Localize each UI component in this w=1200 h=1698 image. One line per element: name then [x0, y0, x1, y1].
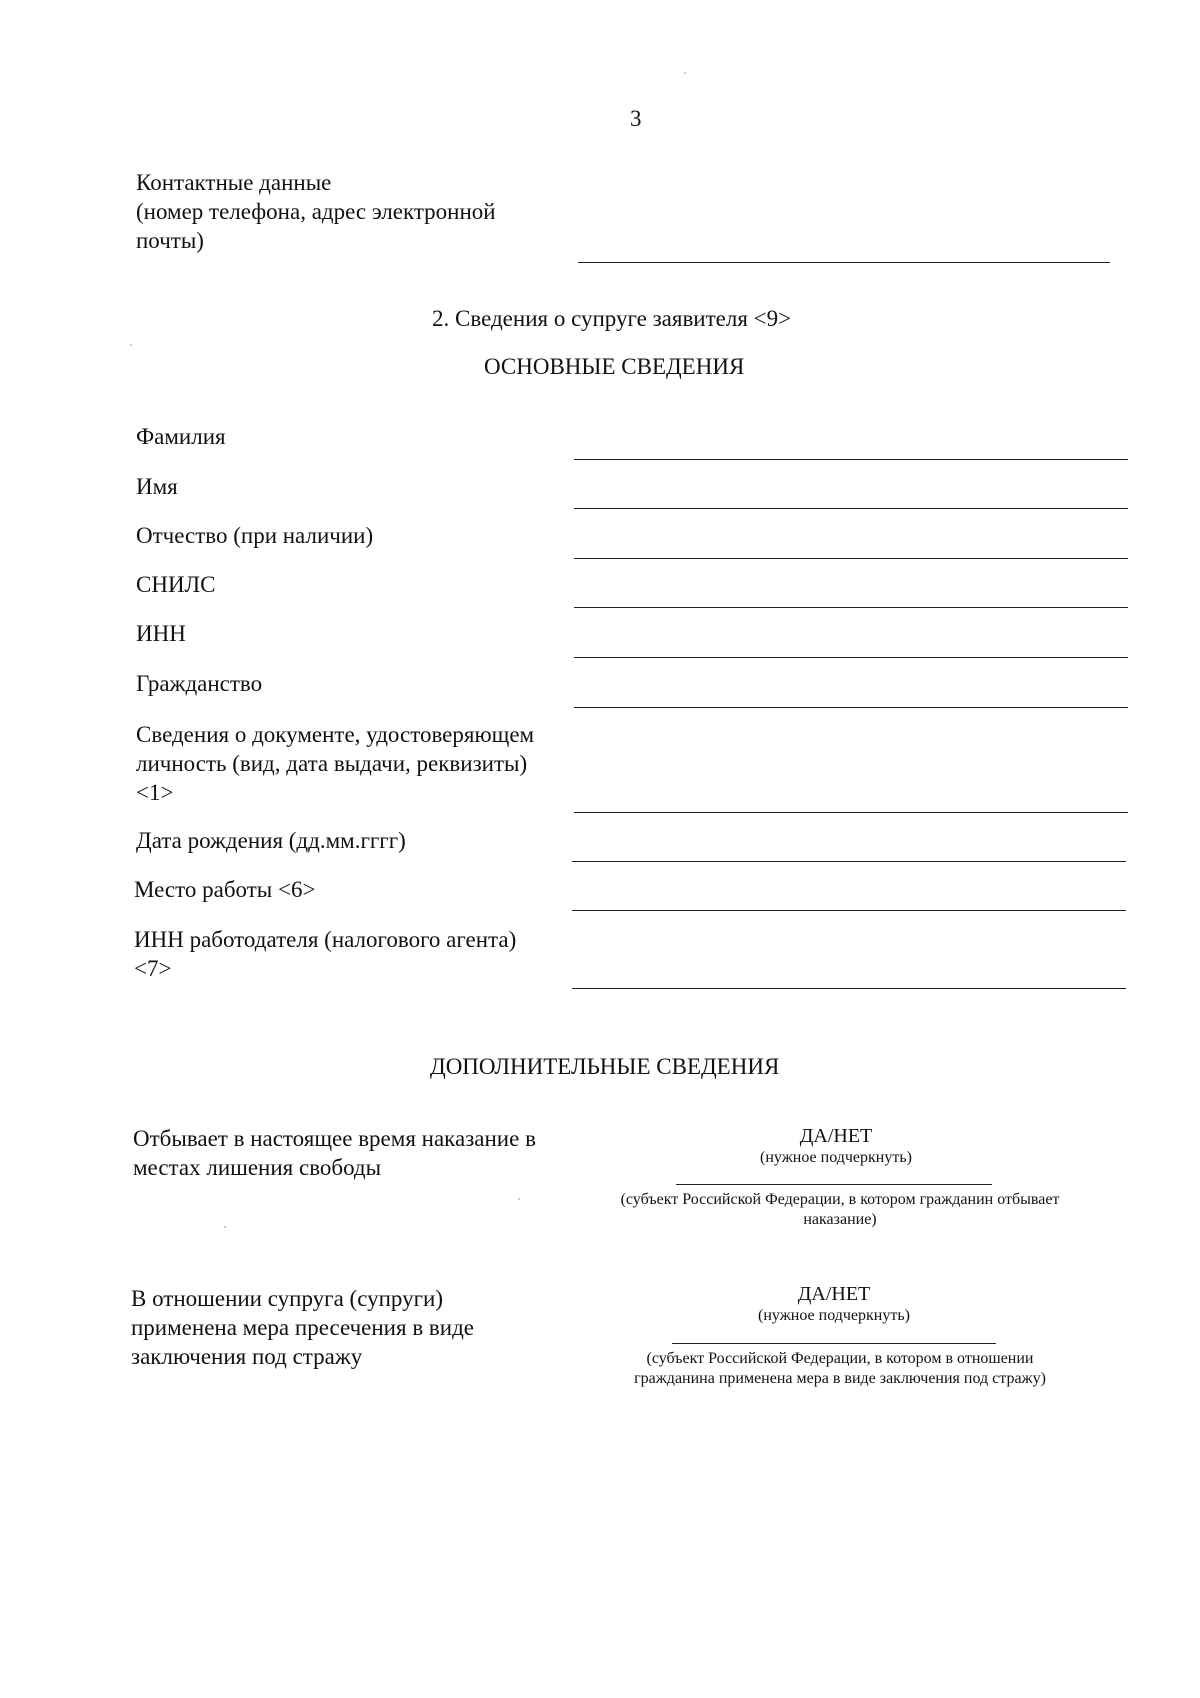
contact-label-line: (номер телефона, адрес электронной: [136, 199, 496, 224]
field-label-birth-date: Дата рождения (дд.мм.гггг): [136, 828, 406, 853]
field-label-line: <1>: [136, 780, 174, 805]
field-label-workplace: Место работы <6>: [134, 877, 316, 902]
caption-line: (субъект Российской Федерации, в котором гражданин отбывает: [620, 1191, 1060, 1208]
field-label-inn: ИНН: [136, 621, 186, 646]
answer-hint-1: (нужное подчеркнуть): [760, 1149, 912, 1166]
contact-label-line: Контактные данные: [136, 170, 332, 195]
field-label-line: <7>: [134, 956, 172, 981]
answer-hint-2: (нужное подчеркнуть): [758, 1307, 910, 1324]
scan-speck: [224, 1226, 226, 1228]
field-label-name: Имя: [136, 474, 178, 499]
region-line-1[interactable]: [676, 1184, 992, 1185]
question-line: применена мера пресечения в виде: [131, 1315, 475, 1340]
field-line-birth-date[interactable]: [572, 861, 1126, 862]
contact-input-line[interactable]: [578, 262, 1110, 263]
region-caption-2: [570, 1349, 1110, 1389]
field-label-line: ИНН работодателя (налогового агента): [134, 927, 517, 952]
field-label-employer-inn: [134, 925, 516, 983]
region-caption-1: [570, 1190, 1110, 1230]
caption-line: гражданина применена мера в виде заключения под стражу): [634, 1370, 1046, 1387]
contact-label-line: почты): [136, 228, 204, 253]
field-line-id-document[interactable]: [574, 812, 1128, 813]
field-line-surname[interactable]: [574, 459, 1128, 460]
page-number: 3: [630, 106, 642, 131]
field-line-name[interactable]: [574, 508, 1128, 509]
question-line: В отношении супруга (супруги): [131, 1286, 444, 1311]
field-label-surname: Фамилия: [136, 424, 226, 449]
basic-info-heading: ОСНОВНЫЕ СВЕДЕНИЯ: [484, 354, 745, 379]
field-label-citizenship: Гражданство: [136, 671, 263, 696]
answer-yes-no-2[interactable]: ДА/НЕТ: [797, 1283, 871, 1305]
additional-info-heading: ДОПОЛНИТЕЛЬНЫЕ СВЕДЕНИЯ: [430, 1054, 780, 1079]
region-line-2[interactable]: [672, 1343, 996, 1344]
caption-line: (субъект Российской Федерации, в котором в отношении: [646, 1350, 1034, 1367]
section-title: 2. Сведения о супруге заявителя <9>: [432, 306, 792, 331]
field-label-line: Сведения о документе, удостоверяющем: [136, 722, 535, 747]
scan-speck: [684, 72, 686, 74]
field-label-line: личность (вид, дата выдачи, реквизиты): [136, 751, 528, 776]
caption-line: наказание): [803, 1211, 877, 1228]
question-imprisonment: [133, 1124, 536, 1182]
field-label-snils: СНИЛС: [136, 572, 216, 597]
field-line-workplace[interactable]: [572, 910, 1126, 911]
question-line: местах лишения свободы: [133, 1155, 382, 1180]
field-line-employer-inn[interactable]: [572, 988, 1126, 989]
scan-speck: [130, 344, 132, 346]
field-line-citizenship[interactable]: [574, 707, 1128, 708]
scan-speck: [518, 1198, 520, 1200]
field-label-id-document: [136, 720, 534, 807]
question-line: заключения под стражу: [131, 1344, 363, 1369]
question-detention: [131, 1284, 474, 1371]
field-line-snils[interactable]: [574, 607, 1128, 608]
question-line: Отбывает в настоящее время наказание в: [133, 1126, 536, 1151]
field-line-patronymic[interactable]: [574, 558, 1128, 559]
answer-yes-no-1[interactable]: ДА/НЕТ: [799, 1125, 873, 1147]
field-label-patronymic: Отчество (при наличии): [136, 523, 374, 548]
field-line-inn[interactable]: [574, 657, 1128, 658]
contact-label: [136, 168, 496, 255]
